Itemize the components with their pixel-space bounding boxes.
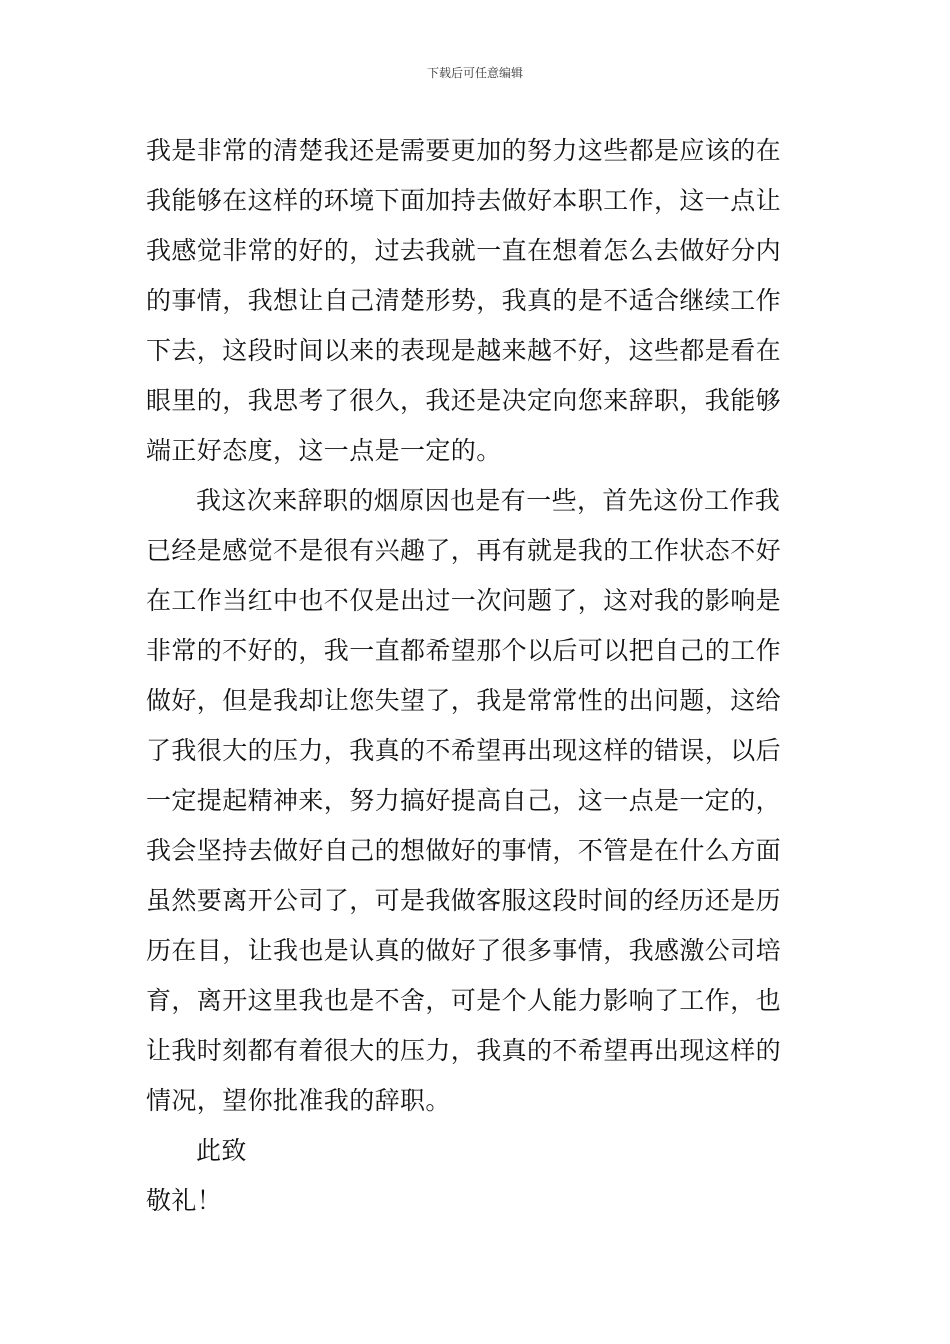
paragraph-start-line: 我这次来辞职的烟原因也是有一些，首先这份工作我: [196, 486, 781, 515]
letter-line: 已经是感觉不是很有兴趣了，再有就是我的工作状态不好: [146, 536, 782, 565]
download-note: 下载后可任意编辑: [426, 66, 523, 80]
letter-line: 让我时刻都有着很大的压力，我真的不希望再出现这样的: [146, 1036, 782, 1065]
letter-line: 在工作当红中也不仅是出过一次问题了，这对我的影响是: [146, 586, 782, 615]
letter-line: 做好，但是我却让您失望了，我是常常性的出问题，这给: [146, 686, 782, 715]
salutation-line: 敬礼！: [146, 1186, 223, 1215]
letter-line: 历在目，让我也是认真的做好了很多事情，我感激公司培: [146, 936, 782, 965]
letter-line: 情况，望你批准我的辞职。: [146, 1086, 451, 1115]
letter-line: 我感觉非常的好的，过去我就一直在想着怎么去做好分内: [146, 236, 782, 265]
letter-line: 下去，这段时间以来的表现是越来越不好，这些都是看在: [146, 336, 782, 365]
letter-line: 眼里的，我思考了很久，我还是决定向您来辞职，我能够: [146, 386, 782, 415]
letter-body: [146, 126, 806, 1226]
letter-line: 我会坚持去做好自己的想做好的事情，不管是在什么方面: [146, 836, 782, 865]
letter-line: 端正好态度，这一点是一定的。: [146, 436, 502, 465]
closing-line: 此致: [196, 1136, 247, 1165]
letter-line: 虽然要离开公司了，可是我做客服这段时间的经历还是历: [146, 886, 782, 915]
letter-line: 非常的不好的，我一直都希望那个以后可以把自己的工作: [146, 636, 782, 665]
letter-line: 我是非常的清楚我还是需要更加的努力这些都是应该的在: [146, 136, 782, 165]
letter-line: 的事情，我想让自己清楚形势，我真的是不适合继续工作: [146, 286, 782, 315]
letter-line: 我能够在这样的环境下面加持去做好本职工作，这一点让: [146, 186, 782, 215]
letter-line: 一定提起精神来，努力搞好提高自己，这一点是一定的，: [146, 786, 782, 815]
letter-line: 了我很大的压力，我真的不希望再出现这样的错误，以后: [146, 736, 782, 765]
letter-line: 育，离开这里我也是不舍，可是个人能力影响了工作，也: [146, 986, 782, 1015]
